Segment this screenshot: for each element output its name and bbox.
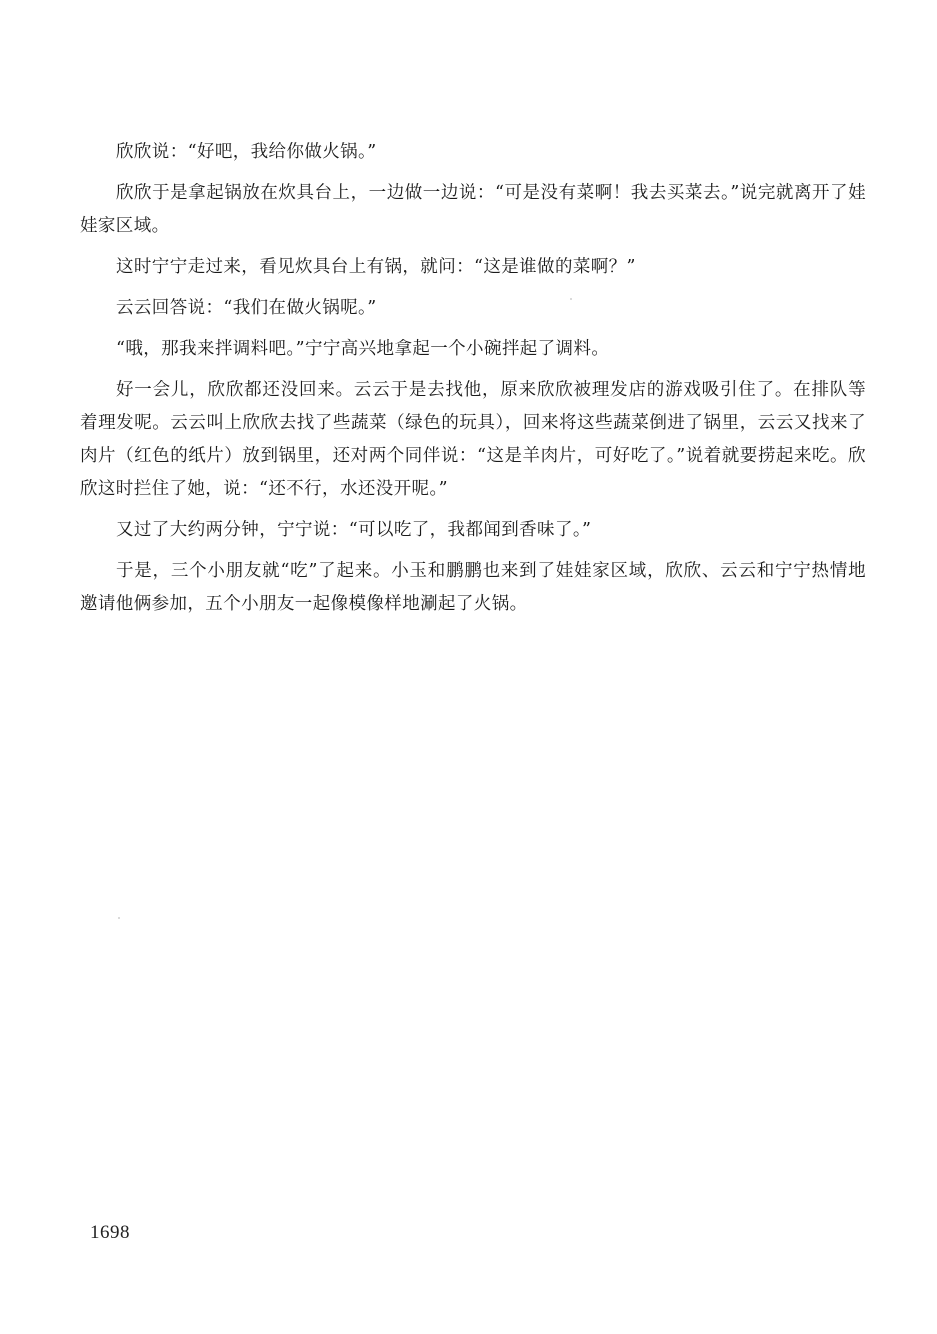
- paragraph: “哦，那我来拌调料吧。”宁宁高兴地拿起一个小碗拌起了调料。: [116, 339, 610, 359]
- paragraph: 欣欣于是拿起锅放在炊具台上，一边做一边说：“可是没有菜啊！我去买菜去。”说完就离开了娃娃家区域。: [80, 183, 866, 236]
- paragraph: 云云回答说：“我们在做火锅呢。”: [116, 298, 377, 318]
- scan-speck: [118, 917, 120, 919]
- paragraph: 好一会儿，欣欣都还没回来。云云于是去找他，原来欣欣被理发店的游戏吸引住了。在排队等着理发呢。云云叫上欣欣去找了些蔬菜（绿色的玩具），回来将这些蔬菜倒进了锅里，云云又找来了肉片（红色的纸片）放到锅里，还对两个同伴说：“这是羊肉片，可好吃了。”说着就要捞起来吃。欣欣这时拦住了她，说：“还不行，水还没开呢。”: [80, 380, 866, 499]
- scan-speck: [570, 298, 572, 300]
- paragraph: 欣欣说：“好吧，我给你做火锅。”: [116, 142, 377, 162]
- page-number: 1698: [90, 1222, 130, 1243]
- paragraph: 这时宁宁走过来，看见炊具台上有锅，就问：“这是谁做的菜啊？”: [116, 257, 636, 277]
- paragraph: 于是，三个小朋友就“吃”了起来。小玉和鹏鹏也来到了娃娃家区域，欣欣、云云和宁宁热情地邀请他俩参加，五个小朋友一起像模像样地涮起了火锅。: [80, 561, 866, 614]
- paragraph: 又过了大约两分钟，宁宁说：“可以吃了，我都闻到香味了。”: [116, 520, 592, 540]
- body-text: [80, 136, 866, 629]
